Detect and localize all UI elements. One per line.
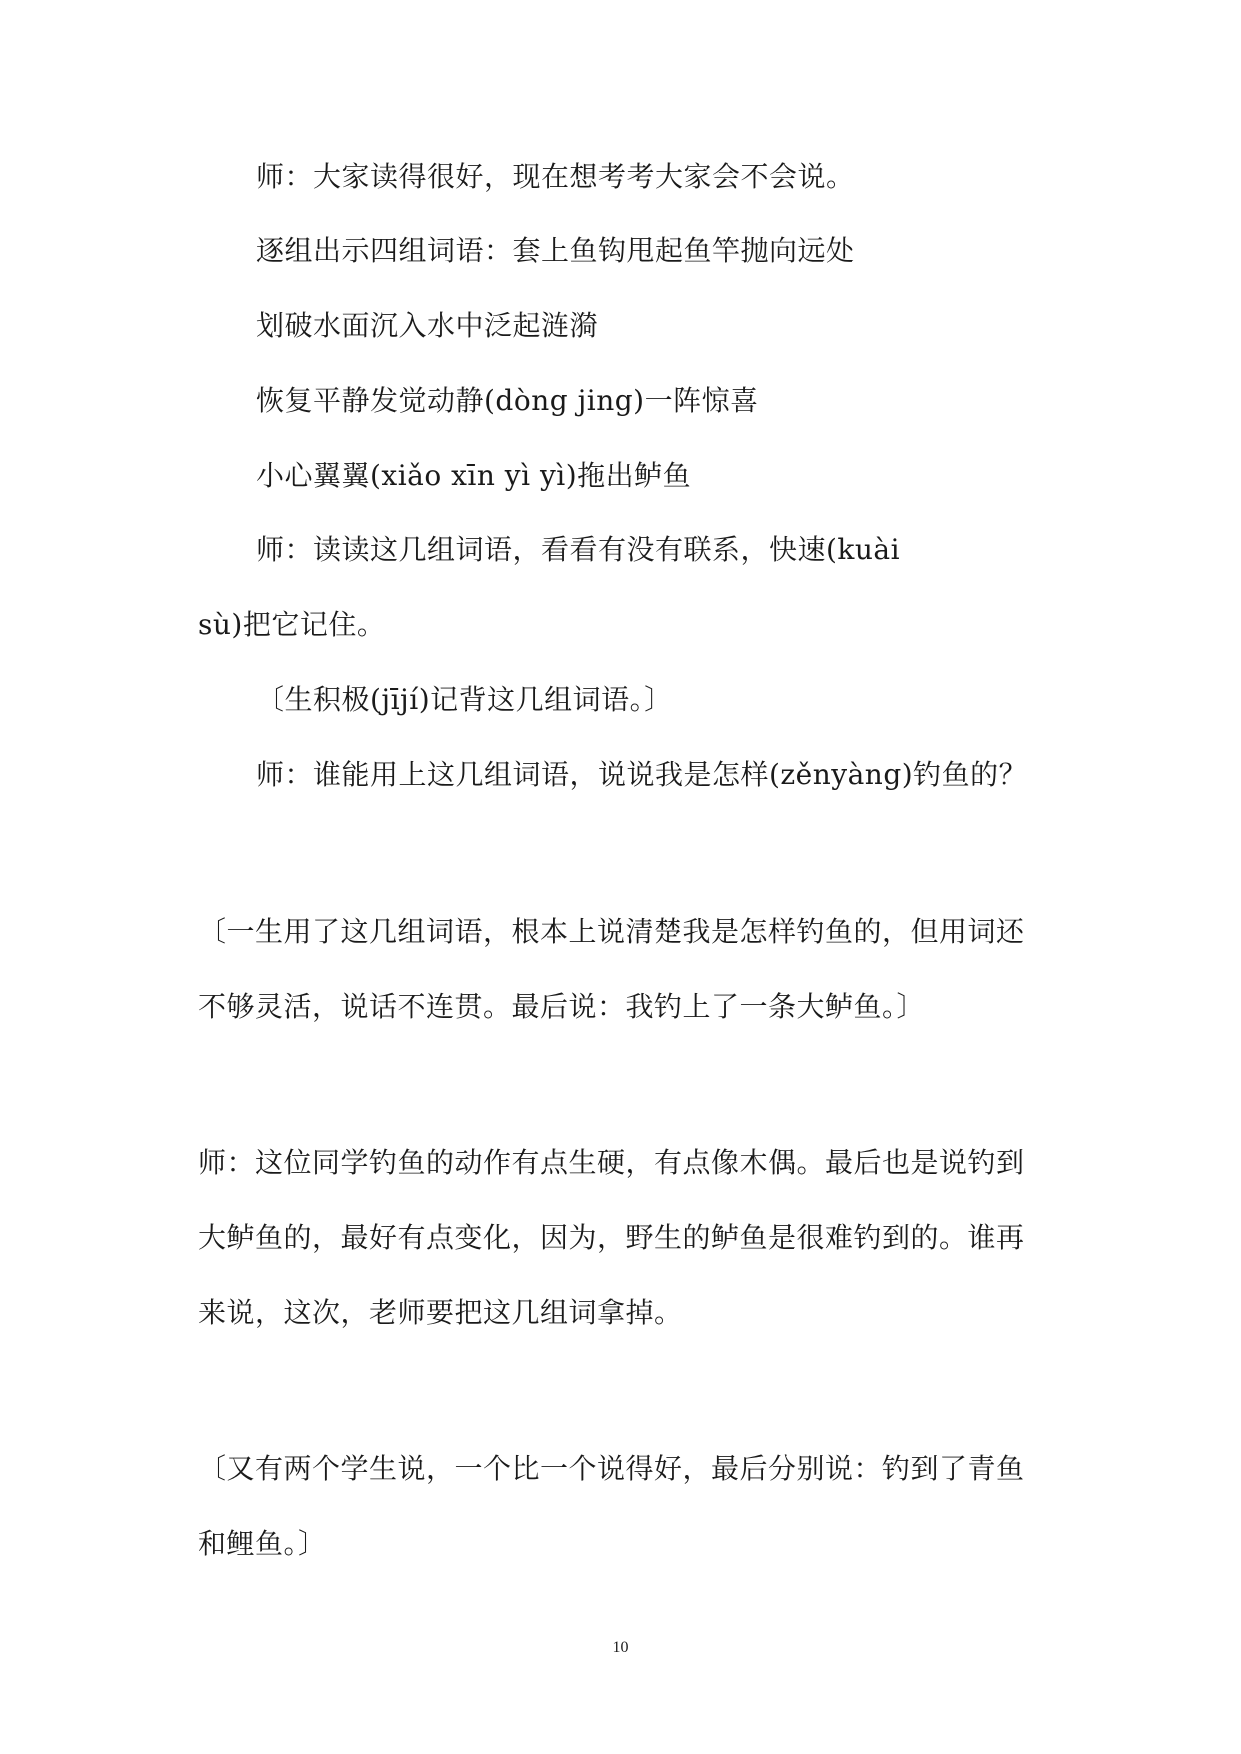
text-line-teacher-intro: 师：大家读得很好，现在想考考大家会不会说。 [256,160,855,193]
text-line-teacher-comment: 师：这位同学钓鱼的动作有点生硬，有点像木偶。最后也是说钓到 [198,1146,1025,1179]
text-line-word-group-3: 恢复平静发觉动静(dòng jing)一阵惊喜 [256,384,759,417]
text-line-teacher-comment-end: 来说，这次，老师要把这几组词拿掉。 [198,1296,683,1329]
text-line-two-students: 〔又有两个学生说，一个比一个说得好，最后分别说：钓到了青鱼 [198,1452,1025,1485]
text-line-two-students-cont: 和鲤鱼。〕 [198,1527,327,1560]
text-line-teacher-read-cont: sù)把它记住。 [198,608,386,641]
text-line-student-answer-cont: 不够灵活，说话不连贯。最后说：我钓上了一条大鲈鱼。〕 [198,990,926,1023]
text-line-teacher-read: 师：读读这几组词语，看看有没有联系，快速(kuài [256,533,901,566]
text-line-teacher-comment-cont: 大鲈鱼的，最好有点变化，因为，野生的鲈鱼是很难钓到的。谁再 [198,1221,1025,1254]
text-line-teacher-question: 师：谁能用上这几组词语，说说我是怎样(zěnyàng)钓鱼的？ [256,758,1028,791]
text-line-word-group-2: 划破水面沉入水中泛起涟漪 [256,309,599,342]
page-number: 10 [612,1639,629,1656]
text-line-student-recite: 〔生积极(jījí)记背这几组词语。〕 [256,683,673,716]
text-line-word-group-4: 小心翼翼(xiǎo xīn yì yì)拖出鲈鱼 [256,459,692,492]
text-line-word-groups: 逐组出示四组词语：套上鱼钩甩起鱼竿抛向远处 [256,234,855,267]
text-line-student-answer: 〔一生用了这几组词语，根本上说清楚我是怎样钓鱼的，但用词还 [198,915,1025,948]
